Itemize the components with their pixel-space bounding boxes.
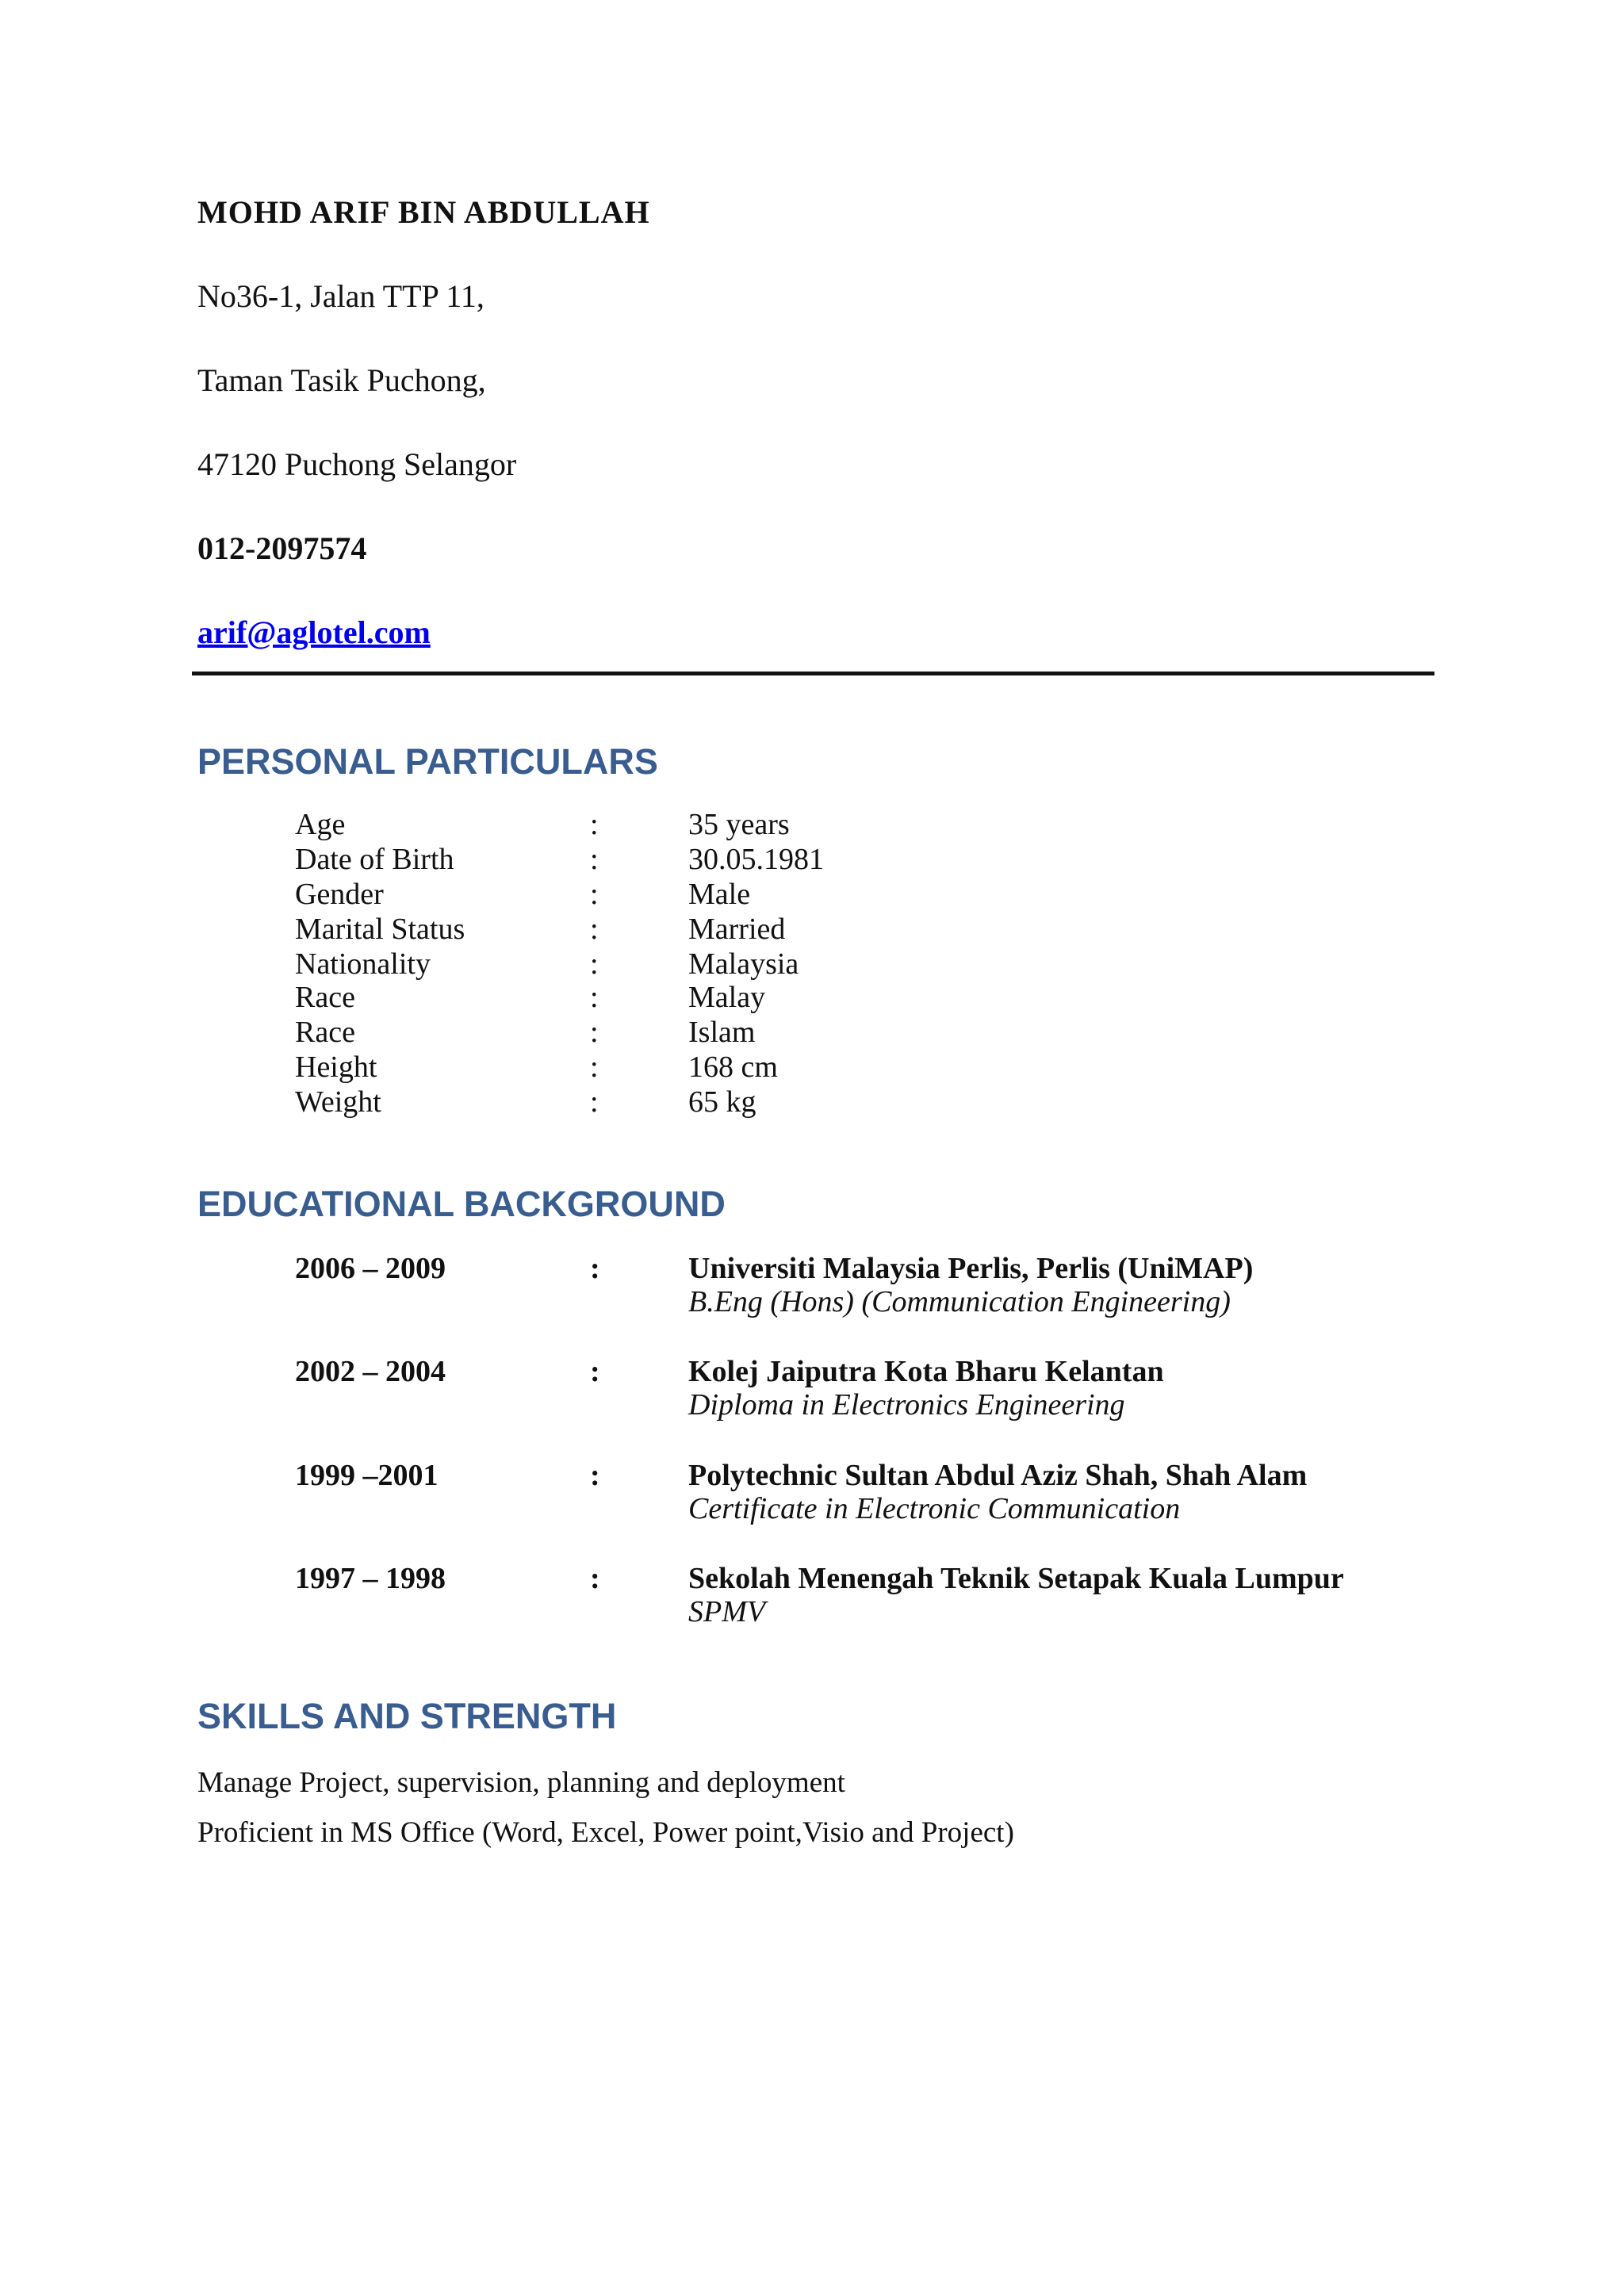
personal-value: 65 kg xyxy=(688,1085,756,1119)
personal-colon: : xyxy=(590,1085,599,1119)
education-qualification: Certificate in Electronic Communication xyxy=(688,1492,1181,1525)
personal-label: Race xyxy=(295,1016,355,1049)
personal-label: Gender xyxy=(295,878,384,911)
education-institution: Kolej Jaiputra Kota Bharu Kelantan xyxy=(688,1355,1164,1388)
personal-colon: : xyxy=(590,843,599,876)
address-line-3: 47120 Puchong Selangor xyxy=(197,446,517,482)
education-institution: Polytechnic Sultan Abdul Aziz Shah, Shah Alam xyxy=(688,1459,1308,1492)
education-colon: : xyxy=(590,1562,600,1595)
email-link[interactable]: arif@aglotel.com xyxy=(197,614,431,650)
header-divider xyxy=(192,672,1434,675)
personal-label: Date of Birth xyxy=(295,843,454,876)
personal-value: Malaysia xyxy=(688,947,799,981)
personal-colon: : xyxy=(590,1050,599,1084)
personal-colon: : xyxy=(590,808,599,841)
personal-value: Malay xyxy=(688,981,766,1014)
personal-label: Nationality xyxy=(295,947,431,981)
address-line-2: Taman Tasik Puchong, xyxy=(197,362,486,398)
education-years: 1997 – 1998 xyxy=(295,1562,446,1595)
education-institution: Universiti Malaysia Perlis, Perlis (UniMAP) xyxy=(688,1252,1254,1285)
skills-heading: SKILLS AND STRENGTH xyxy=(197,1696,617,1736)
personal-particulars-heading: PERSONAL PARTICULARS xyxy=(197,741,658,782)
education-years: 2002 – 2004 xyxy=(295,1355,446,1388)
personal-label: Height xyxy=(295,1050,377,1084)
personal-value: Islam xyxy=(688,1016,756,1049)
personal-colon: : xyxy=(590,913,599,946)
phone-number: 012-2097574 xyxy=(197,530,367,566)
education-colon: : xyxy=(590,1459,600,1492)
education-years: 1999 –2001 xyxy=(295,1459,439,1492)
personal-label: Race xyxy=(295,981,355,1014)
education-qualification: SPMV xyxy=(688,1595,766,1628)
education-institution: Sekolah Menengah Teknik Setapak Kuala Lumpur xyxy=(688,1562,1344,1595)
education-years: 2006 – 2009 xyxy=(295,1252,446,1285)
personal-value: Married xyxy=(688,913,786,946)
education-colon: : xyxy=(590,1252,600,1285)
personal-value: 35 years xyxy=(688,808,790,841)
personal-value: 168 cm xyxy=(688,1050,778,1084)
personal-colon: : xyxy=(590,878,599,911)
personal-value: Male xyxy=(688,878,751,911)
education-colon: : xyxy=(590,1355,600,1388)
address-line-1: No36-1, Jalan TTP 11, xyxy=(197,278,485,314)
personal-value: 30.05.1981 xyxy=(688,843,824,876)
educational-background-heading: EDUCATIONAL BACKGROUND xyxy=(197,1184,726,1224)
skill-item: Manage Project, supervision, planning and deployment xyxy=(197,1766,845,1799)
skill-item: Proficient in MS Office (Word, Excel, Power point,Visio and Project) xyxy=(197,1816,1014,1849)
personal-label: Age xyxy=(295,808,346,841)
personal-label: Weight xyxy=(295,1085,381,1119)
personal-colon: : xyxy=(590,981,599,1014)
education-qualification: B.Eng (Hons) (Communication Engineering) xyxy=(688,1285,1231,1318)
personal-colon: : xyxy=(590,1016,599,1049)
personal-label: Marital Status xyxy=(295,913,465,946)
education-qualification: Diploma in Electronics Engineering xyxy=(688,1388,1125,1422)
personal-colon: : xyxy=(590,947,599,981)
candidate-name: MOHD ARIF BIN ABDULLAH xyxy=(197,194,650,230)
